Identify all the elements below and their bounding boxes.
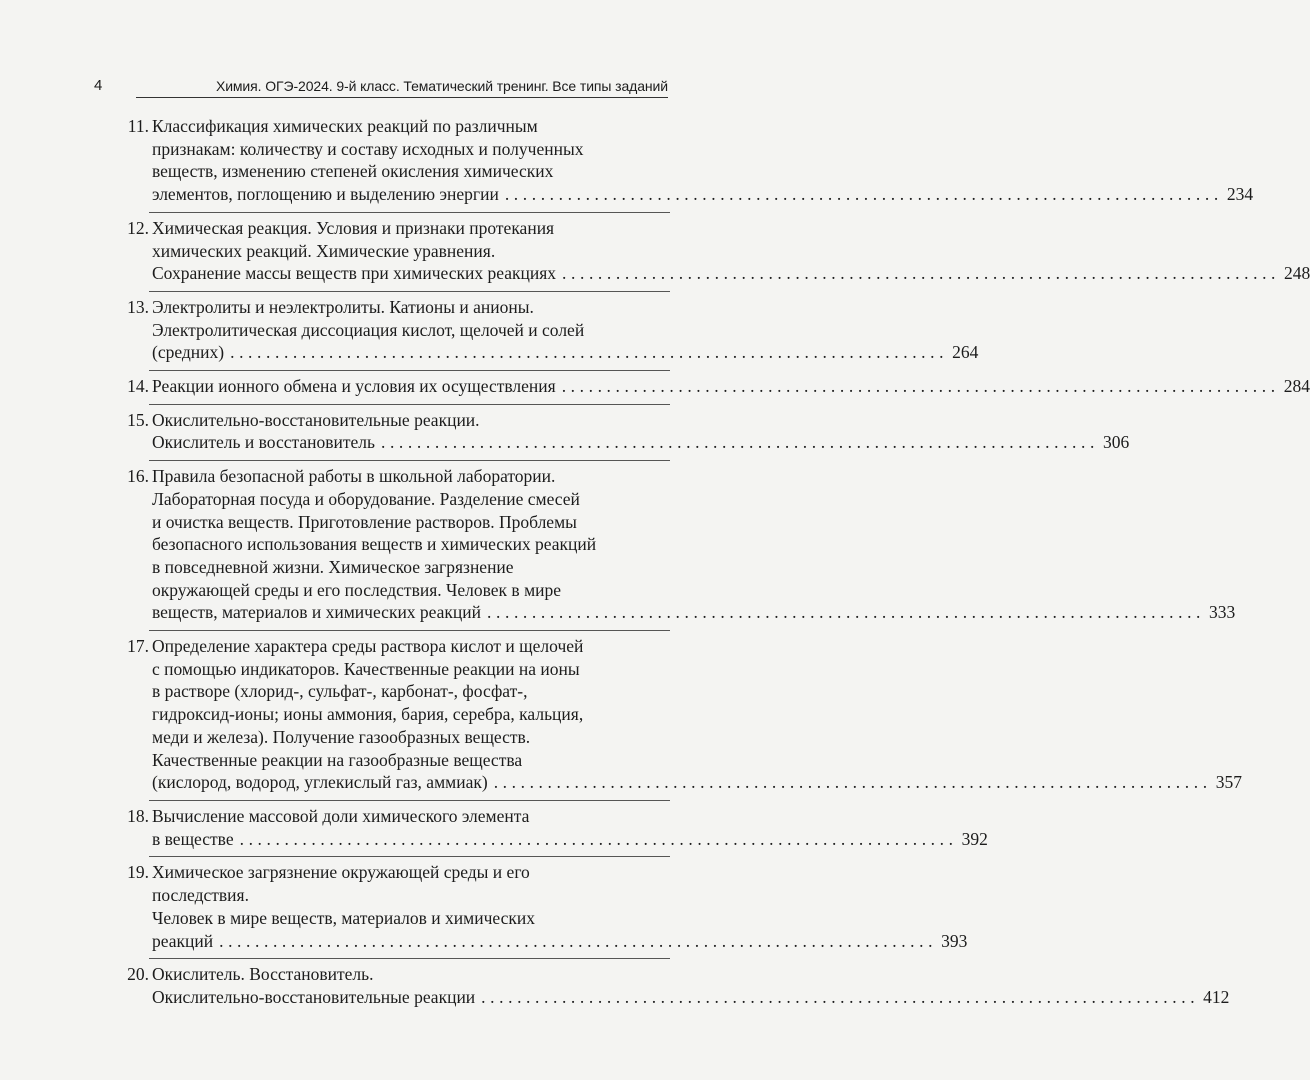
toc-separator xyxy=(149,856,670,857)
toc-entry-title-line: в веществе xyxy=(152,828,234,849)
toc-entry-title xyxy=(151,635,1242,794)
toc-entry xyxy=(112,804,988,853)
toc-entry-number: 19. xyxy=(127,862,149,883)
toc-entry-title-line: Качественные реакции на газообразные вещества xyxy=(152,749,523,770)
toc-entry-number: 17. xyxy=(127,636,149,657)
toc-entry-title-line: Окислительно-восстановительные реакции xyxy=(152,986,476,1007)
toc-entry-title-line: Лабораторная посуда и оборудование. Разделение смесей xyxy=(152,488,580,509)
toc-entry-last-line xyxy=(152,771,1242,794)
toc-entry-title-line: Электролиты и неэлектролиты. Катионы и анионы. xyxy=(152,296,534,317)
running-title: Химия. ОГЭ-2024. 9-й класс. Тематический тренинг. Все типы заданий xyxy=(215,78,668,94)
toc-entry-title-line: веществ, изменению степеней окисления химических xyxy=(152,161,554,182)
toc-separator xyxy=(149,958,670,959)
toc-page-number: 357 xyxy=(1215,772,1242,793)
toc-entry-last-line xyxy=(152,375,1310,398)
toc-entry-title xyxy=(151,805,988,850)
toc-entry-title-line: Сохранение массы веществ при химических реакциях xyxy=(152,263,557,284)
page-number: 4 xyxy=(94,77,103,94)
toc-dot-leader: ................................................................................ xyxy=(481,986,1200,1007)
toc-dot-leader: ................................................................................ xyxy=(230,342,949,363)
toc-entry-title xyxy=(151,217,1310,285)
toc-entry-title-line: и очистка веществ. Приготовление растворов. Проблемы xyxy=(152,511,577,532)
toc-entry-title-line: Человек в мире веществ, материалов и химических xyxy=(152,907,535,928)
toc-entry-title-line: окружающей среды и его последствия. Человек в мире xyxy=(152,579,562,600)
toc-entry-last-line xyxy=(152,930,967,953)
toc-separator xyxy=(149,212,670,213)
toc-entry-title-line: последствия. xyxy=(152,885,249,906)
toc-entry-number: 15. xyxy=(127,409,149,430)
toc-entry-last-line xyxy=(152,431,1129,454)
toc-entry-number: 18. xyxy=(127,805,149,826)
toc-entry-title-line: признакам: количеству и составу исходных и полученных xyxy=(152,138,584,159)
toc-entry-number: 14. xyxy=(127,376,149,397)
toc-entry-title-line: с помощью индикаторов. Качественные реакции на ионы xyxy=(152,658,580,679)
toc-entry-title-line: Реакции ионного обмена и условия их осуществления xyxy=(152,376,556,397)
toc-page-number: 248 xyxy=(1284,263,1310,284)
toc-entry-title xyxy=(151,465,1235,624)
toc-entry-title-line: Вычисление массовой доли химического элемента xyxy=(152,805,530,826)
toc-dot-leader: ................................................................................ xyxy=(219,930,938,951)
toc-entry xyxy=(112,114,1254,209)
toc-entry xyxy=(112,295,979,367)
header-rule xyxy=(136,97,668,98)
toc-entry-number: 20. xyxy=(127,964,149,985)
toc-entry-title-line: Окислитель. Восстановитель. xyxy=(152,964,374,985)
toc-dot-leader: ................................................................................ xyxy=(493,772,1212,793)
toc-page-number: 264 xyxy=(952,342,979,363)
toc-entry-title-line: меди и железа). Получение газообразных веществ. xyxy=(152,726,531,747)
toc-entry xyxy=(112,374,1310,401)
toc-entry-title-line: Электролитическая диссоциация кислот, щелочей и солей xyxy=(152,319,585,340)
toc-entry-title-line: в повседневной жизни. Химическое загрязнение xyxy=(152,556,514,577)
table-of-contents xyxy=(112,114,1310,1012)
toc-entry-last-line xyxy=(152,986,1229,1009)
toc-entry-title xyxy=(151,375,1310,398)
toc-entry-title-line: химических реакций. Химические уравнения. xyxy=(152,240,496,261)
toc-entry-title-line: (кислород, водород, углекислый газ, аммиак) xyxy=(152,772,488,793)
toc-dot-leader: ................................................................................ xyxy=(487,602,1206,623)
toc-entry-title xyxy=(151,409,1129,454)
toc-entry-title-line: элементов, поглощению и выделению энергии xyxy=(152,184,499,205)
toc-separator xyxy=(149,460,670,461)
toc-entry xyxy=(112,408,1130,457)
toc-separator xyxy=(149,370,670,371)
toc-entry-number: 16. xyxy=(127,466,149,487)
toc-entry-title-line: Химическое загрязнение окружающей среды и его xyxy=(152,862,530,883)
toc-dot-leader: ................................................................................ xyxy=(562,263,1281,284)
toc-entry-last-line xyxy=(152,601,1235,624)
toc-entry-title xyxy=(151,296,978,364)
toc-entry-title-line: Химическая реакция. Условия и признаки протекания xyxy=(152,217,555,238)
toc-entry-title-line: Правила безопасной работы в школьной лаборатории. xyxy=(152,466,556,487)
toc-page-number: 412 xyxy=(1203,986,1230,1007)
toc-separator xyxy=(149,291,670,292)
toc-entry-title-line: Определение характера среды раствора кислот и щелочей xyxy=(152,636,584,657)
toc-entry-title-line: (средних) xyxy=(152,342,225,363)
toc-entry-title-line: веществ, материалов и химических реакций xyxy=(152,602,482,623)
toc-page-number: 284 xyxy=(1283,376,1310,397)
toc-page-number: 392 xyxy=(961,828,988,849)
toc-separator xyxy=(149,800,670,801)
toc-dot-leader: ................................................................................ xyxy=(504,184,1223,205)
toc-entry-title xyxy=(151,963,1229,1008)
toc-entry-title-line: безопасного использования веществ и химических реакций xyxy=(152,534,597,555)
toc-entry-last-line xyxy=(152,341,978,364)
toc-entry xyxy=(112,634,1242,797)
toc-entry-title-line: в растворе (хлорид-, сульфат-, карбонат-, фосфат-, xyxy=(152,681,528,702)
toc-page-number: 393 xyxy=(941,930,968,951)
toc-entry xyxy=(112,962,1230,1011)
toc-entry-title-line: Окислитель и восстановитель xyxy=(152,432,375,453)
toc-entry-title-line: реакций xyxy=(152,930,214,951)
toc-entry-number: 13. xyxy=(127,296,149,317)
toc-entry-title-line: Классификация химических реакций по различным xyxy=(152,116,538,136)
toc-entry xyxy=(112,860,968,955)
toc-dot-leader: ................................................................................ xyxy=(561,376,1280,397)
toc-separator xyxy=(149,630,670,631)
toc-entry-title xyxy=(151,861,967,952)
toc-page-number: 234 xyxy=(1226,184,1254,205)
toc-entry-last-line xyxy=(152,262,1310,285)
toc-entry-number: 11. xyxy=(127,116,149,136)
toc-entry xyxy=(112,464,1236,627)
toc-entry-number: 12. xyxy=(127,217,149,238)
toc-page-number: 306 xyxy=(1102,432,1130,453)
toc-page-number: 333 xyxy=(1209,602,1236,623)
toc-separator xyxy=(149,404,670,405)
toc-dot-leader: ................................................................................ xyxy=(380,432,1099,453)
toc-entry-last-line xyxy=(152,183,1253,206)
toc-entry-last-line xyxy=(152,828,988,851)
toc-entry-title xyxy=(151,115,1253,206)
toc-dot-leader: ................................................................................ xyxy=(239,828,958,849)
toc-entry-title-line: гидроксид-ионы; ионы аммония, бария, серебра, кальция, xyxy=(152,704,584,725)
toc-entry-title-line: Окислительно-восстановительные реакции. xyxy=(152,409,480,430)
toc-entry xyxy=(112,216,1310,288)
